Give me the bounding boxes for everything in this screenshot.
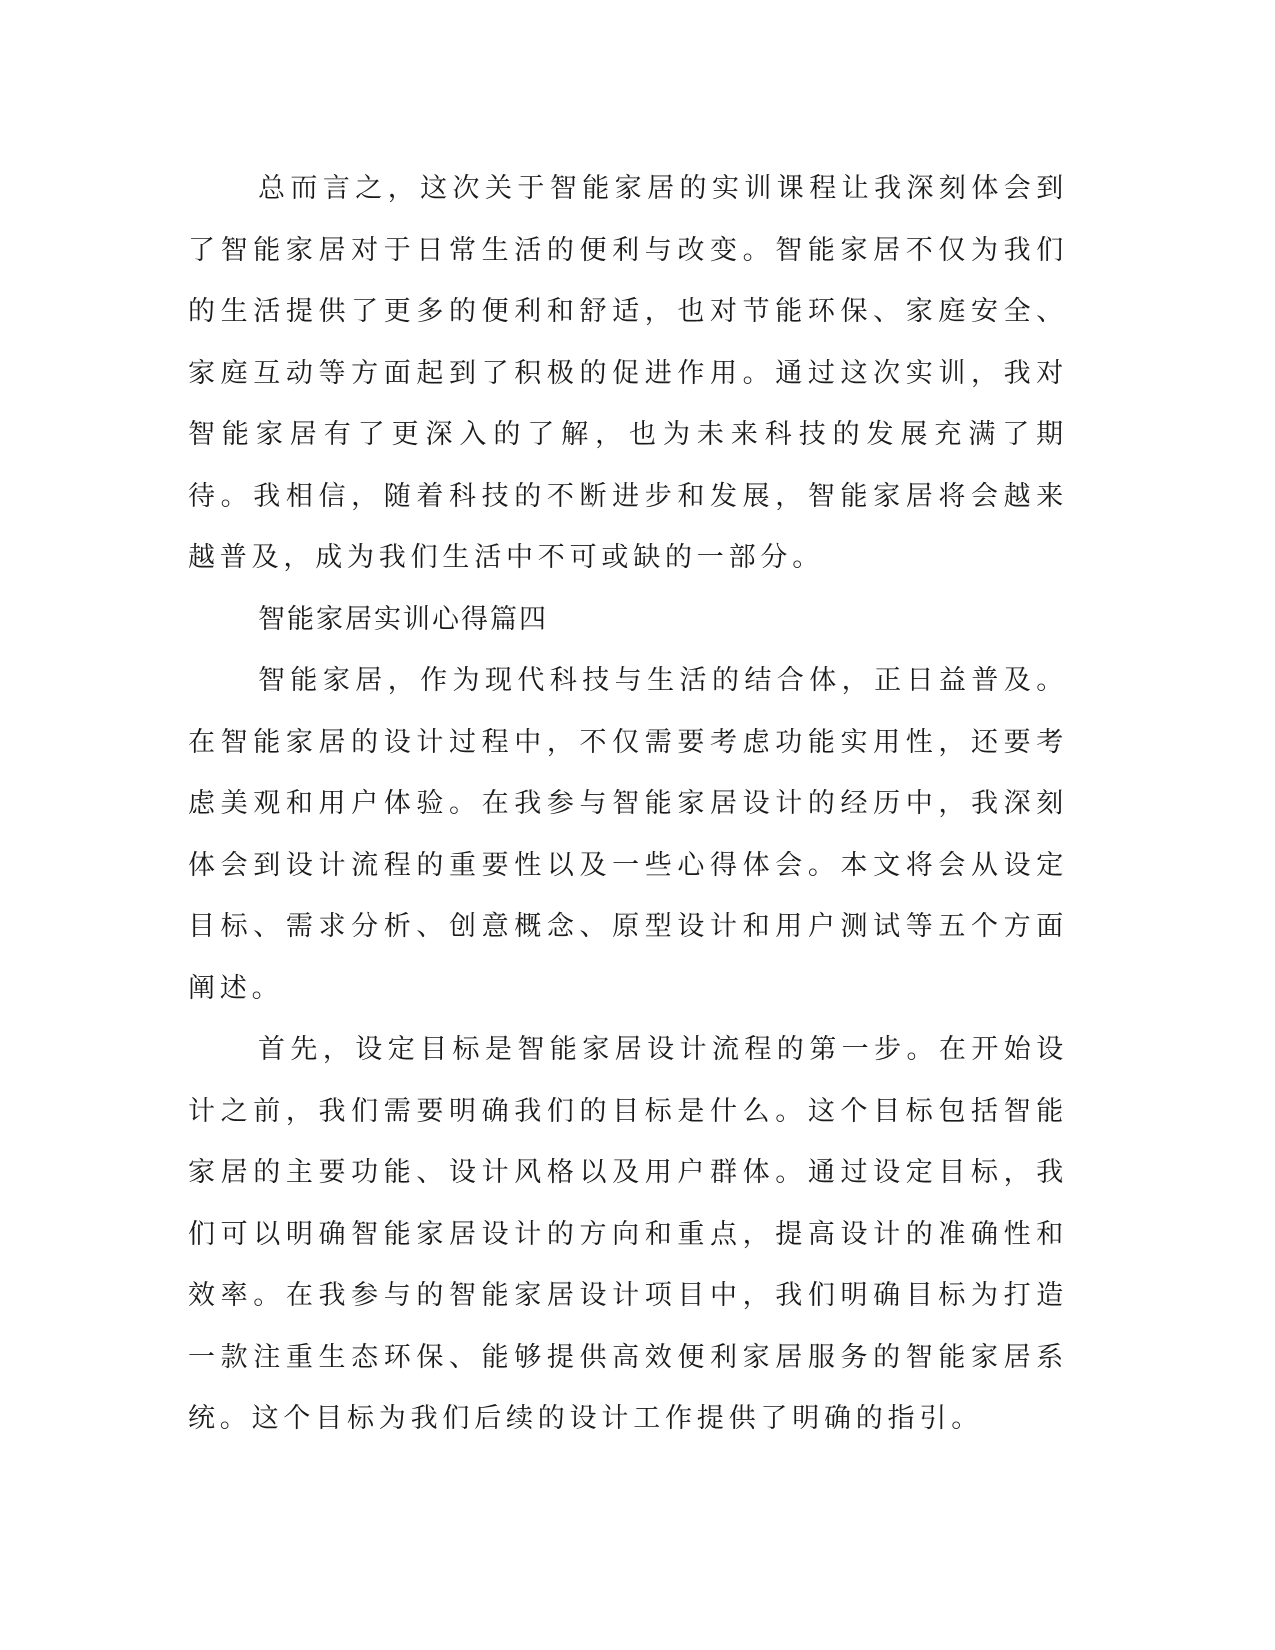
document-body — [188, 158, 1068, 1450]
paragraph-intro: 智能家居，作为现代科技与生活的结合体，正日益普及。在智能家居的设计过程中，不仅需要考虑功能实用性，还要考虑美观和用户体验。在我参与智能家居设计的经历中，我深刻体会到设计流程的重要性以及一些心得体会。本文将会从设定目标、需求分析、创意概念、原型设计和用户测试等五个方面阐述。 — [188, 665, 1068, 1004]
section-heading: 智能家居实训心得篇四 — [258, 603, 548, 635]
paragraph-conclusion: 总而言之，这次关于智能家居的实训课程让我深刻体会到了智能家居对于日常生活的便利与改变。智能家居不仅为我们的生活提供了更多的便利和舒适，也对节能环保、家庭安全、家庭互动等方面起到了积极的促进作用。通过这次实训，我对智能家居有了更深入的了解，也为未来科技的发展充满了期待。我相信，随着科技的不断进步和发展，智能家居将会越来越普及，成为我们生活中不可或缺的一部分。 — [188, 173, 1068, 573]
paragraph-goal-setting: 首先，设定目标是智能家居设计流程的第一步。在开始设计之前，我们需要明确我们的目标是什么。这个目标包括智能家居的主要功能、设计风格以及用户群体。通过设定目标，我们可以明确智能家居设计的方向和重点，提高设计的准确性和效率。在我参与的智能家居设计项目中，我们明确目标为打造一款注重生态环保、能够提供高效便利家居服务的智能家居系统。这个目标为我们后续的设计工作提供了明确的指引。 — [188, 1034, 1068, 1434]
